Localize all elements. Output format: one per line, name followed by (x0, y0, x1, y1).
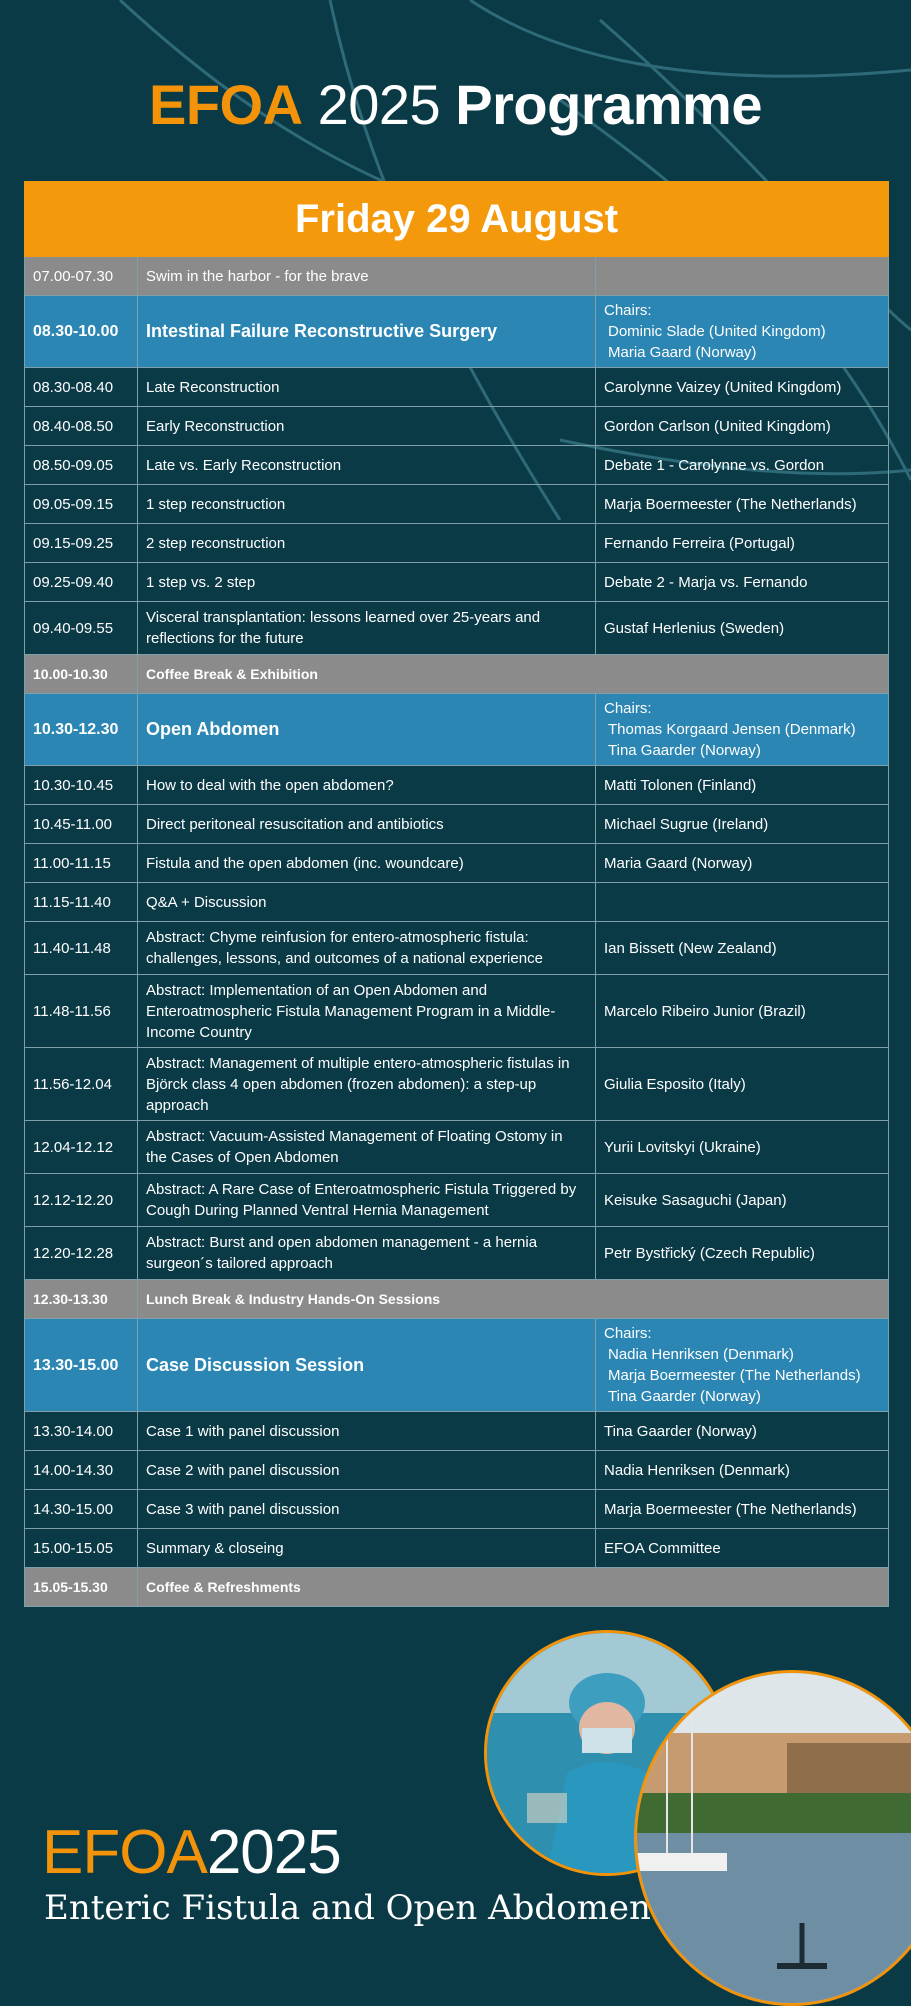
programme-row (25, 1174, 889, 1227)
row-speaker: Carolynne Vaizey (United Kingdom) (596, 368, 889, 407)
programme-row (25, 805, 889, 844)
row-title: Late Reconstruction (138, 368, 596, 407)
programme-table (24, 181, 889, 1607)
session-title: Open Abdomen (138, 694, 596, 766)
title-year: 2025 (317, 73, 441, 136)
programme-row (25, 602, 889, 655)
session-title: Case Discussion Session (138, 1319, 596, 1412)
row-speaker: Petr Bystřický (Czech Republic) (596, 1227, 889, 1280)
row-speaker: Yurii Lovitskyi (Ukraine) (596, 1121, 889, 1174)
row-speaker: Debate 1 - Carolynne vs. Gordon (596, 446, 889, 485)
row-title: Abstract: Chyme reinfusion for entero-atmospheric fistula: challenges, lessons, and outcomes of a national experience (138, 922, 596, 975)
chair-name: Dominic Slade (United Kingdom) (608, 323, 826, 340)
row-speaker: Nadia Henriksen (Denmark) (596, 1451, 889, 1490)
row-title: Abstract: Burst and open abdomen management - a hernia surgeon´s tailored approach (138, 1227, 596, 1280)
row-speaker: Michael Sugrue (Ireland) (596, 805, 889, 844)
break-row (25, 1568, 889, 1607)
row-time: 10.45-11.00 (25, 805, 138, 844)
break-time: 10.00-10.30 (25, 655, 138, 694)
row-title: Fistula and the open abdomen (inc. woundcare) (138, 844, 596, 883)
session-header-row (25, 694, 889, 766)
chair-name: Marja Boermeester (The Netherlands) (608, 1367, 861, 1384)
break-title: Coffee Break & Exhibition (138, 655, 889, 694)
row-title: Early Reconstruction (138, 407, 596, 446)
chairs-label: Chairs: (604, 1325, 652, 1342)
break-time: 12.30-13.30 (25, 1280, 138, 1319)
programme-row (25, 922, 889, 975)
break-row (25, 1280, 889, 1319)
session-time: 13.30-15.00 (25, 1319, 138, 1412)
footer-year: 2025 (206, 1818, 341, 1887)
row-speaker: Marcelo Ribeiro Junior (Brazil) (596, 975, 889, 1048)
row-speaker: Marja Boermeester (The Netherlands) (596, 1490, 889, 1529)
row-time: 09.40-09.55 (25, 602, 138, 655)
harbor-image (637, 1673, 911, 2003)
row-time: 09.15-09.25 (25, 524, 138, 563)
row-title: 1 step vs. 2 step (138, 563, 596, 602)
programme-row (25, 1529, 889, 1568)
break-title: Lunch Break & Industry Hands-On Sessions (138, 1280, 889, 1319)
programme-row (25, 1121, 889, 1174)
row-title: Case 1 with panel discussion (138, 1412, 596, 1451)
row-title: Late vs. Early Reconstruction (138, 446, 596, 485)
row-title: Abstract: A Rare Case of Enteroatmospheric Fistula Triggered by Cough During Planned Ventral Hernia Management (138, 1174, 596, 1227)
chairs-label: Chairs: (604, 700, 652, 717)
footer-efoa: EFOA (42, 1818, 207, 1887)
session-time: 08.30-10.00 (25, 296, 138, 368)
row-time: 14.00-14.30 (25, 1451, 138, 1490)
row-time: 11.40-11.48 (25, 922, 138, 975)
chairs-label: Chairs: (604, 302, 652, 319)
row-title: Case 3 with panel discussion (138, 1490, 596, 1529)
programme-row (25, 975, 889, 1048)
footer-logo (42, 1818, 341, 1888)
row-speaker: Gustaf Herlenius (Sweden) (596, 602, 889, 655)
footer-tagline: Enteric Fistula and Open Abdomen (44, 1888, 651, 1928)
chair-name: Tina Gaarder (Norway) (608, 742, 761, 759)
row-speaker: Tina Gaarder (Norway) (596, 1412, 889, 1451)
row-time: 15.00-15.05 (25, 1529, 138, 1568)
programme-row (25, 766, 889, 805)
programme-row (25, 883, 889, 922)
session-header-row (25, 296, 889, 368)
programme-row (25, 1451, 889, 1490)
row-speaker (596, 257, 889, 296)
chair-name: Nadia Henriksen (Denmark) (608, 1346, 794, 1363)
row-title: 2 step reconstruction (138, 524, 596, 563)
programme-row (25, 257, 889, 296)
row-title: Abstract: Management of multiple entero-atmospheric fistulas in Björck class 4 open abdomen (frozen abdomen): a step-up approach (138, 1048, 596, 1121)
row-time: 11.48-11.56 (25, 975, 138, 1048)
row-time: 11.00-11.15 (25, 844, 138, 883)
day-title: Friday 29 August (25, 182, 889, 257)
row-title: Summary & closeing (138, 1529, 596, 1568)
row-speaker: Matti Tolonen (Finland) (596, 766, 889, 805)
row-speaker: Fernando Ferreira (Portugal) (596, 524, 889, 563)
programme-row (25, 1048, 889, 1121)
row-time: 11.56-12.04 (25, 1048, 138, 1121)
programme-row (25, 844, 889, 883)
row-speaker (596, 883, 889, 922)
row-time: 09.05-09.15 (25, 485, 138, 524)
programme-row (25, 368, 889, 407)
row-title: 1 step reconstruction (138, 485, 596, 524)
row-time: 12.04-12.12 (25, 1121, 138, 1174)
title-programme: Programme (455, 73, 762, 136)
session-chairs (596, 296, 889, 368)
programme-row (25, 563, 889, 602)
row-time: 12.12-12.20 (25, 1174, 138, 1227)
row-time: 08.40-08.50 (25, 407, 138, 446)
session-chairs (596, 694, 889, 766)
row-speaker: Maria Gaard (Norway) (596, 844, 889, 883)
row-time: 07.00-07.30 (25, 257, 138, 296)
session-chairs (596, 1319, 889, 1412)
row-title: Abstract: Implementation of an Open Abdomen and Enteroatmospheric Fistula Management Program in a Middle-Income Country (138, 975, 596, 1048)
row-speaker: EFOA Committee (596, 1529, 889, 1568)
chair-name: Thomas Korgaard Jensen (Denmark) (608, 721, 856, 738)
break-time: 15.05-15.30 (25, 1568, 138, 1607)
day-header-row (25, 182, 889, 257)
session-header-row (25, 1319, 889, 1412)
row-title: Abstract: Vacuum-Assisted Management of Floating Ostomy in the Cases of Open Abdomen (138, 1121, 596, 1174)
row-title: Swim in the harbor - for the brave (138, 257, 596, 296)
page-title (0, 70, 911, 140)
break-row (25, 655, 889, 694)
session-title: Intestinal Failure Reconstructive Surgery (138, 296, 596, 368)
row-time: 10.30-10.45 (25, 766, 138, 805)
row-time: 09.25-09.40 (25, 563, 138, 602)
row-time: 12.20-12.28 (25, 1227, 138, 1280)
title-efoa: EFOA (149, 73, 303, 136)
row-time: 08.50-09.05 (25, 446, 138, 485)
row-time: 13.30-14.00 (25, 1412, 138, 1451)
row-title: How to deal with the open abdomen? (138, 766, 596, 805)
break-title: Coffee & Refreshments (138, 1568, 889, 1607)
row-time: 08.30-08.40 (25, 368, 138, 407)
programme-row (25, 1412, 889, 1451)
programme-row (25, 1227, 889, 1280)
chair-name: Tina Gaarder (Norway) (608, 1388, 761, 1405)
row-title: Q&A + Discussion (138, 883, 596, 922)
row-title: Direct peritoneal resuscitation and antibiotics (138, 805, 596, 844)
chair-name: Maria Gaard (Norway) (608, 344, 757, 361)
row-speaker: Debate 2 - Marja vs. Fernando (596, 563, 889, 602)
programme-row (25, 407, 889, 446)
row-time: 14.30-15.00 (25, 1490, 138, 1529)
row-speaker: Gordon Carlson (United Kingdom) (596, 407, 889, 446)
programme-row (25, 524, 889, 563)
programme-row (25, 485, 889, 524)
row-speaker: Keisuke Sasaguchi (Japan) (596, 1174, 889, 1227)
row-speaker: Marja Boermeester (The Netherlands) (596, 485, 889, 524)
programme-row (25, 446, 889, 485)
row-speaker: Ian Bissett (New Zealand) (596, 922, 889, 975)
row-time: 11.15-11.40 (25, 883, 138, 922)
row-speaker: Giulia Esposito (Italy) (596, 1048, 889, 1121)
row-title: Visceral transplantation: lessons learned over 25-years and reflections for the future (138, 602, 596, 655)
row-title: Case 2 with panel discussion (138, 1451, 596, 1490)
programme-row (25, 1490, 889, 1529)
session-time: 10.30-12.30 (25, 694, 138, 766)
